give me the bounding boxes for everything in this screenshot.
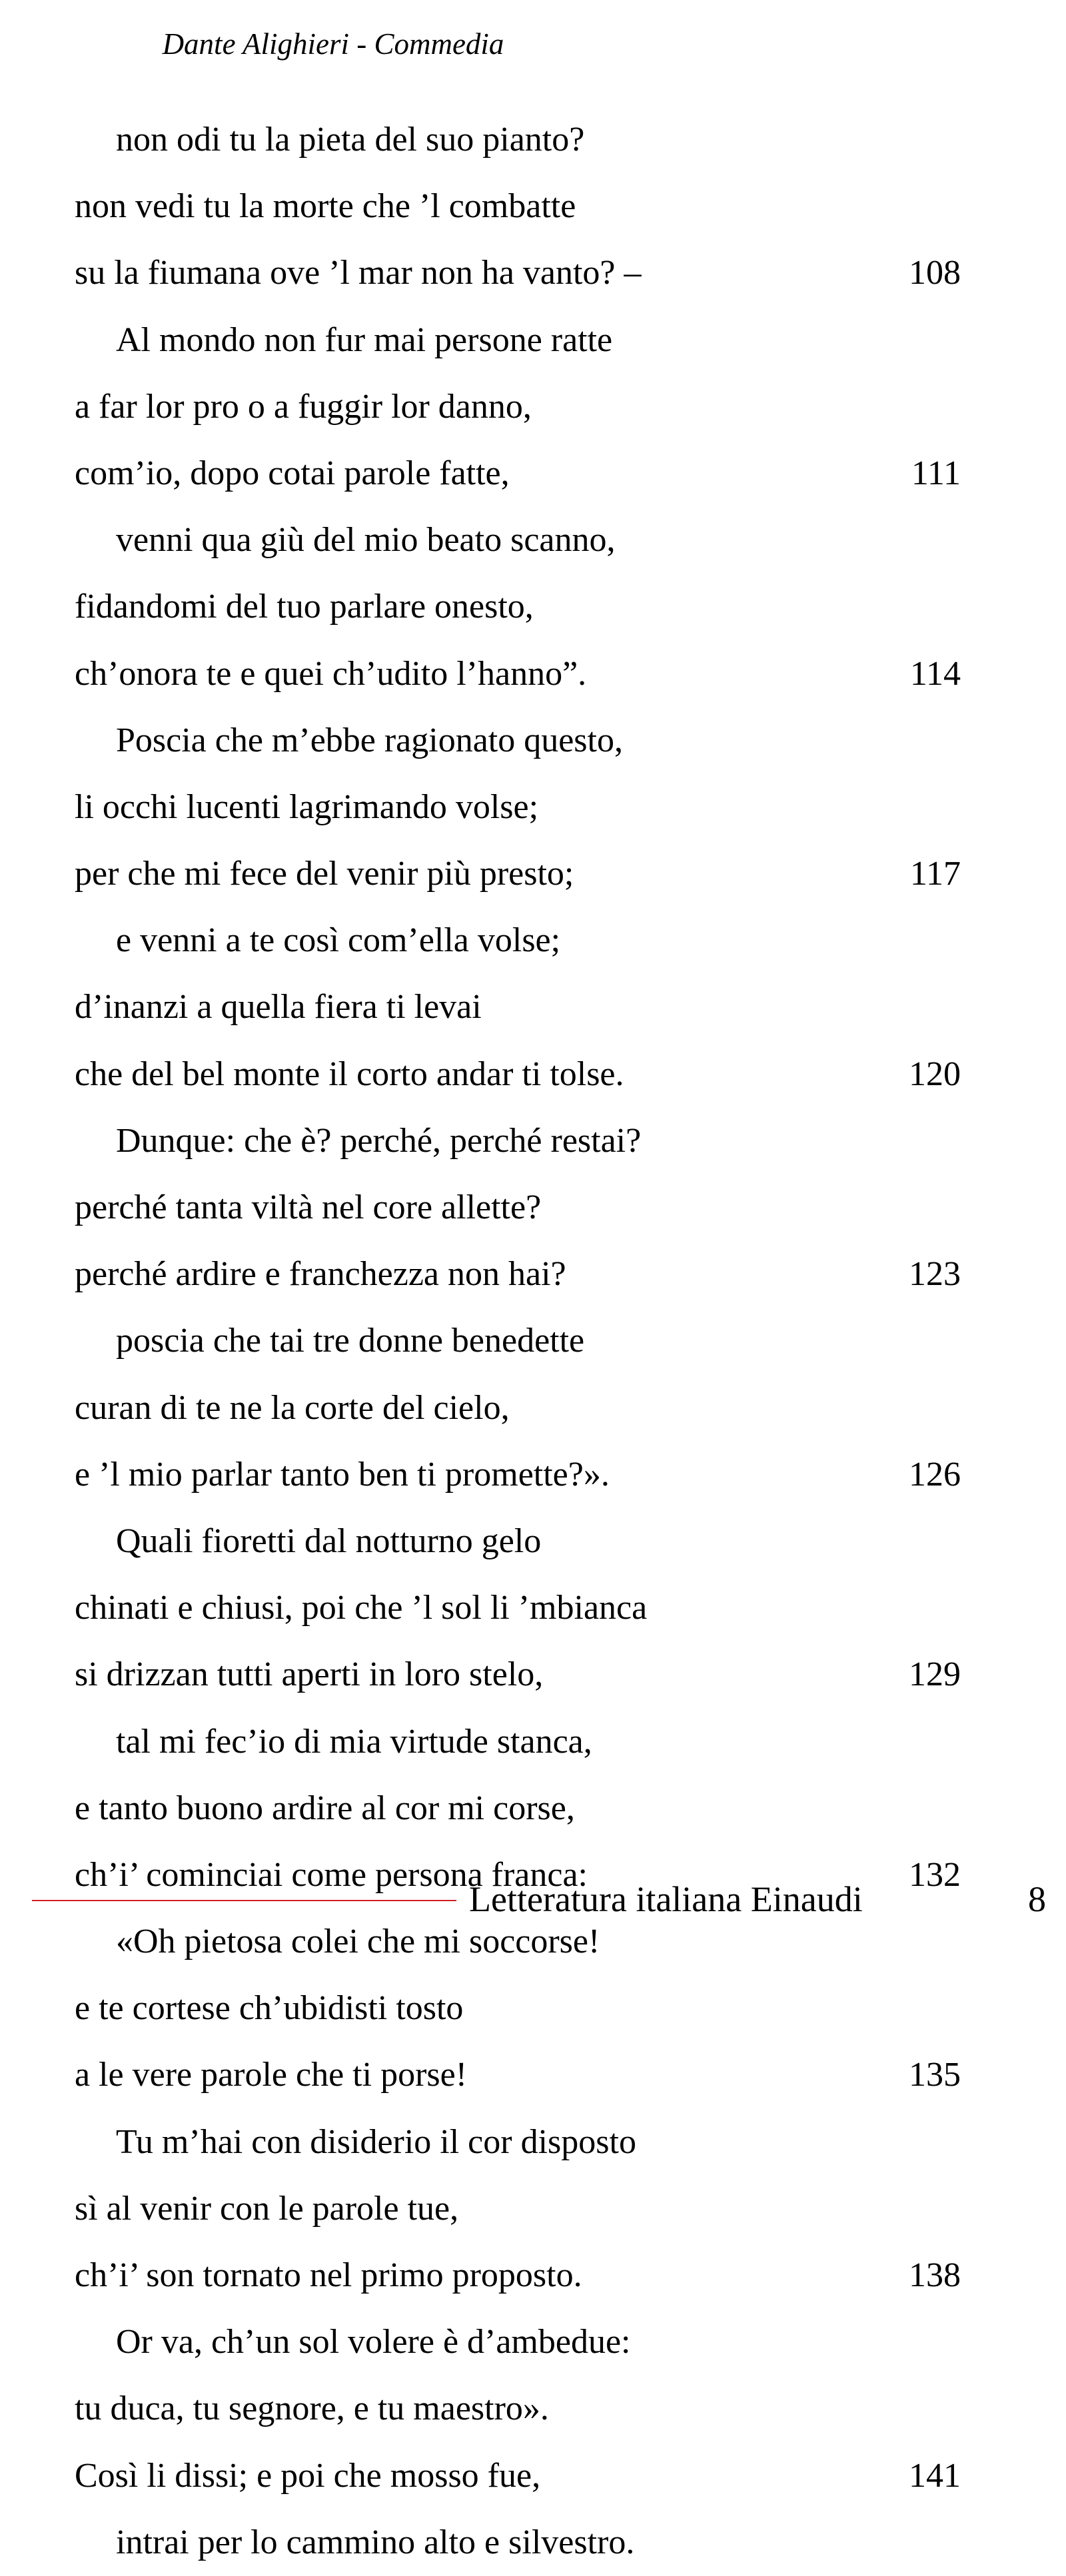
verse-text: venni qua giù del mio beato scanno, [116,521,616,560]
footer-publisher-label: Letteratura italiana Einaudi [469,1879,863,1919]
verse-line [75,774,961,841]
verse-line [75,2042,961,2108]
verse-text: perché ardire e franchezza non hai? [75,1255,566,1294]
verse-line [75,507,961,574]
footer-rule [32,1900,456,1901]
verse-text: tu duca, tu segnore, e tu maestro». [75,2389,549,2428]
verse-line [75,907,961,974]
verse-text: sì al venir con le parole tue, [75,2189,459,2228]
verse-number: 114 [909,654,961,693]
verse-number: 108 [909,254,961,292]
verse-line [75,2443,961,2509]
verse-text: e venni a te così com’ella volse; [116,921,561,960]
verse-line [75,2309,961,2375]
verse-line [75,1308,961,1374]
verse-line [75,974,961,1041]
verse-text: si drizzan tutti aperti in loro stelo, [75,1655,544,1694]
verse-line [75,1575,961,1641]
page-number: 8 [1028,1879,1046,1919]
verse-text: Al mondo non fur mai persone ratte [116,320,613,359]
verse-line [75,1375,961,1442]
verse-line [75,1108,961,1174]
verse-line [75,2242,961,2309]
verse-line [75,2375,961,2442]
verse-text: intrai per lo cammino alto e silvestro. [116,2523,635,2561]
verse-line [75,1442,961,1508]
verse-line [75,307,961,374]
verse-line [75,707,961,774]
verse-text: tal mi fec’io di mia virtude stanca, [116,1722,592,1761]
verse-line [75,1241,961,1308]
verse-line [75,374,961,440]
verse-text: a le vere parole che ti porse! [75,2056,468,2094]
verse-line [75,440,961,507]
verse-line [75,173,961,240]
verse-text: Tu m’hai con disiderio il cor disposto [116,2122,636,2161]
verse-line [75,2176,961,2242]
verse-line [75,574,961,640]
verse-text: Or va, ch’un sol volere è d’ambedue: [116,2323,631,2361]
verse-number: 111 [911,454,961,492]
verse-text: ch’i’ cominciai come persona franca: [75,1855,588,1894]
verse-number: 126 [909,1455,961,1494]
verse-number: 132 [909,1855,961,1894]
verse-line [75,2509,961,2576]
verse-text: non vedi tu la morte che ’l combatte [75,187,576,226]
verse-text: li occhi lucenti lagrimando volse; [75,787,539,826]
verse-text: Dunque: che è? perché, perché restai? [116,1121,642,1160]
verse-text: e te cortese ch’ubidisti tosto [75,1989,464,2028]
verse-line [75,1508,961,1575]
verse-text: d’inanzi a quella fiera ti levai [75,988,482,1027]
verse-number: 141 [909,2456,961,2495]
verse-text: ch’i’ son tornato nel primo proposto. [75,2256,582,2294]
verse-text: per che mi fece del venir più presto; [75,855,574,893]
verse-text: com’io, dopo cotai parole fatte, [75,454,510,492]
verse-line [75,1641,961,1708]
verse-line [75,2109,961,2176]
verse-text: poscia che tai tre donne benedette [116,1322,585,1360]
verse-line [75,641,961,707]
verse-text: Così li dissi; e poi che mosso fue, [75,2456,541,2495]
verse-line [75,107,961,173]
verse-number: 120 [909,1055,961,1093]
verse-text: Poscia che m’ebbe ragionato questo, [116,721,623,759]
verse-number: 129 [909,1655,961,1694]
verse-number: 135 [909,2056,961,2094]
verse-number: 117 [909,855,961,893]
verse-text: fidandomi del tuo parlare onesto, [75,588,534,626]
verse-line [75,240,961,306]
verse-text: che del bel monte il corto andar ti tolse. [75,1055,624,1093]
verse-number: 123 [909,1255,961,1294]
verse-text: e ’l mio parlar tanto ben ti promette?». [75,1455,610,1494]
verse-text: chinati e chiusi, poi che ’l sol li ’mbianca [75,1589,648,1627]
verse-line [75,1174,961,1241]
verse-text: curan di te ne la corte del cielo, [75,1388,510,1427]
verse-line [75,1709,961,1775]
verse-number: 138 [909,2256,961,2294]
verse-line [75,1975,961,2042]
verse-text: a far lor pro o a fuggir lor danno, [75,387,532,426]
verse-line [75,841,961,907]
verse-line [75,1041,961,1108]
verse-text: non odi tu la pieta del suo pianto? [116,121,585,159]
poem-text [75,107,961,2576]
verse-text: perché tanta viltà nel core allette? [75,1188,542,1226]
verse-text: e tanto buono ardire al cor mi corse, [75,1789,575,1827]
verse-text: «Oh pietosa colei che mi soccorse! [116,1923,600,1961]
verse-text: ch’onora te e quei ch’udito l’hanno”. [75,654,587,693]
running-header: Dante Alighieri - Commedia [162,27,504,61]
verse-text: Quali fioretti dal notturno gelo [116,1521,542,1560]
verse-text: su la fiumana ove ’l mar non ha vanto? – [75,254,642,292]
verse-line [75,1775,961,1842]
